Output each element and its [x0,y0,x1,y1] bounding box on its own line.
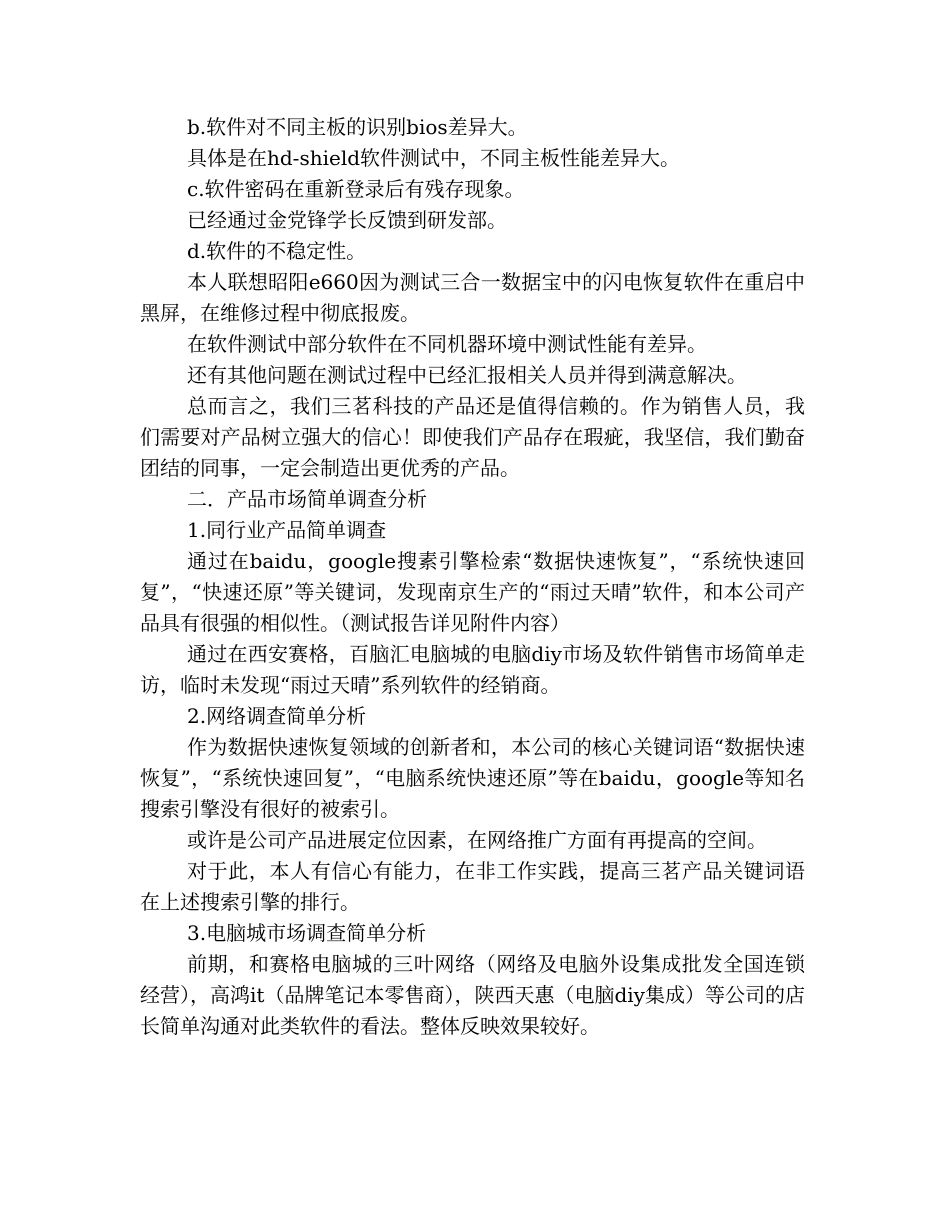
paragraph-b-bios-difference: b.软件对不同主板的识别bios差异大。 [187,115,528,139]
paragraph-environment-difference: 在软件测试中部分软件在不同机器环境中测试性能有差异。 [187,332,707,356]
document-page [140,112,805,1042]
paragraph-feedback-rd: 已经通过金党锋学长反馈到研发部。 [187,208,507,232]
paragraph-store-manager-feedback: 前期，和赛格电脑城的三叶网络（网络及电脑外设集成批发全国连锁经营），高鸿it（品牌笔记本零售商），陕西天惠（电脑diy集成）等公司的店长简单沟通对此类软件的看法。整体反映效果较好。 [140,952,805,1038]
subheading-network-survey: 2.网络调查简单分析 [187,704,367,728]
paragraph-hd-shield-detail: 具体是在hd-shield软件测试中，不同主板性能差异大。 [187,146,681,170]
section-heading-market-analysis: 二．产品市场简单调查分析 [187,487,427,511]
paragraph-laptop-scrapped: 本人联想昭阳e660因为测试三合一数据宝中的闪电恢复软件在重启中黑屏，在维修过程中彻底报废。 [140,270,805,325]
paragraph-summary-confidence: 总而言之，我们三茗科技的产品还是值得信赖的。作为销售人员，我们需要对产品树立强大的信心！即使我们产品存在瑕疵，我坚信，我们勤奋团结的同事，一定会制造出更优秀的产品。 [140,394,805,480]
paragraph-improve-ranking: 对于此，本人有信心有能力，在非工作实践，提高三茗产品关键词语在上述搜索引擎的排行。 [140,859,805,914]
paragraph-keywords-indexing: 作为数据快速恢复领域的创新者和，本公司的核心关键词语“数据快速恢复”，“系统快速回复”，“电脑系统快速还原”等在baidu，google等知名搜索引擎没有很好的被索引。 [140,735,805,821]
paragraph-xian-market-visit: 通过在西安赛格，百脑汇电脑城的电脑diy市场及软件销售市场简单走访，临时未发现“雨过天晴”系列软件的经销商。 [140,642,805,697]
paragraph-positioning-factor: 或许是公司产品进展定位因素，在网络推广方面有再提高的空间。 [187,828,767,852]
paragraph-d-instability: d.软件的不稳定性。 [187,239,367,263]
subheading-computer-mall-survey: 3.电脑城市场调查简单分析 [187,921,427,945]
paragraph-other-issues: 还有其他问题在测试过程中已经汇报相关人员并得到满意解决。 [187,363,747,387]
paragraph-c-password-residue: c.软件密码在重新登录后有残存现象。 [187,177,525,201]
paragraph-search-engine-survey: 通过在baidu，google搜素引擎检索“数据快速恢复”，“系统快速回复”，“快速还原”等关键词，发现南京生产的“雨过天晴”软件，和本公司产品具有很强的相似性。（测试报告详见附件内容） [140,549,805,635]
subheading-industry-survey: 1.同行业产品简单调查 [187,518,387,542]
